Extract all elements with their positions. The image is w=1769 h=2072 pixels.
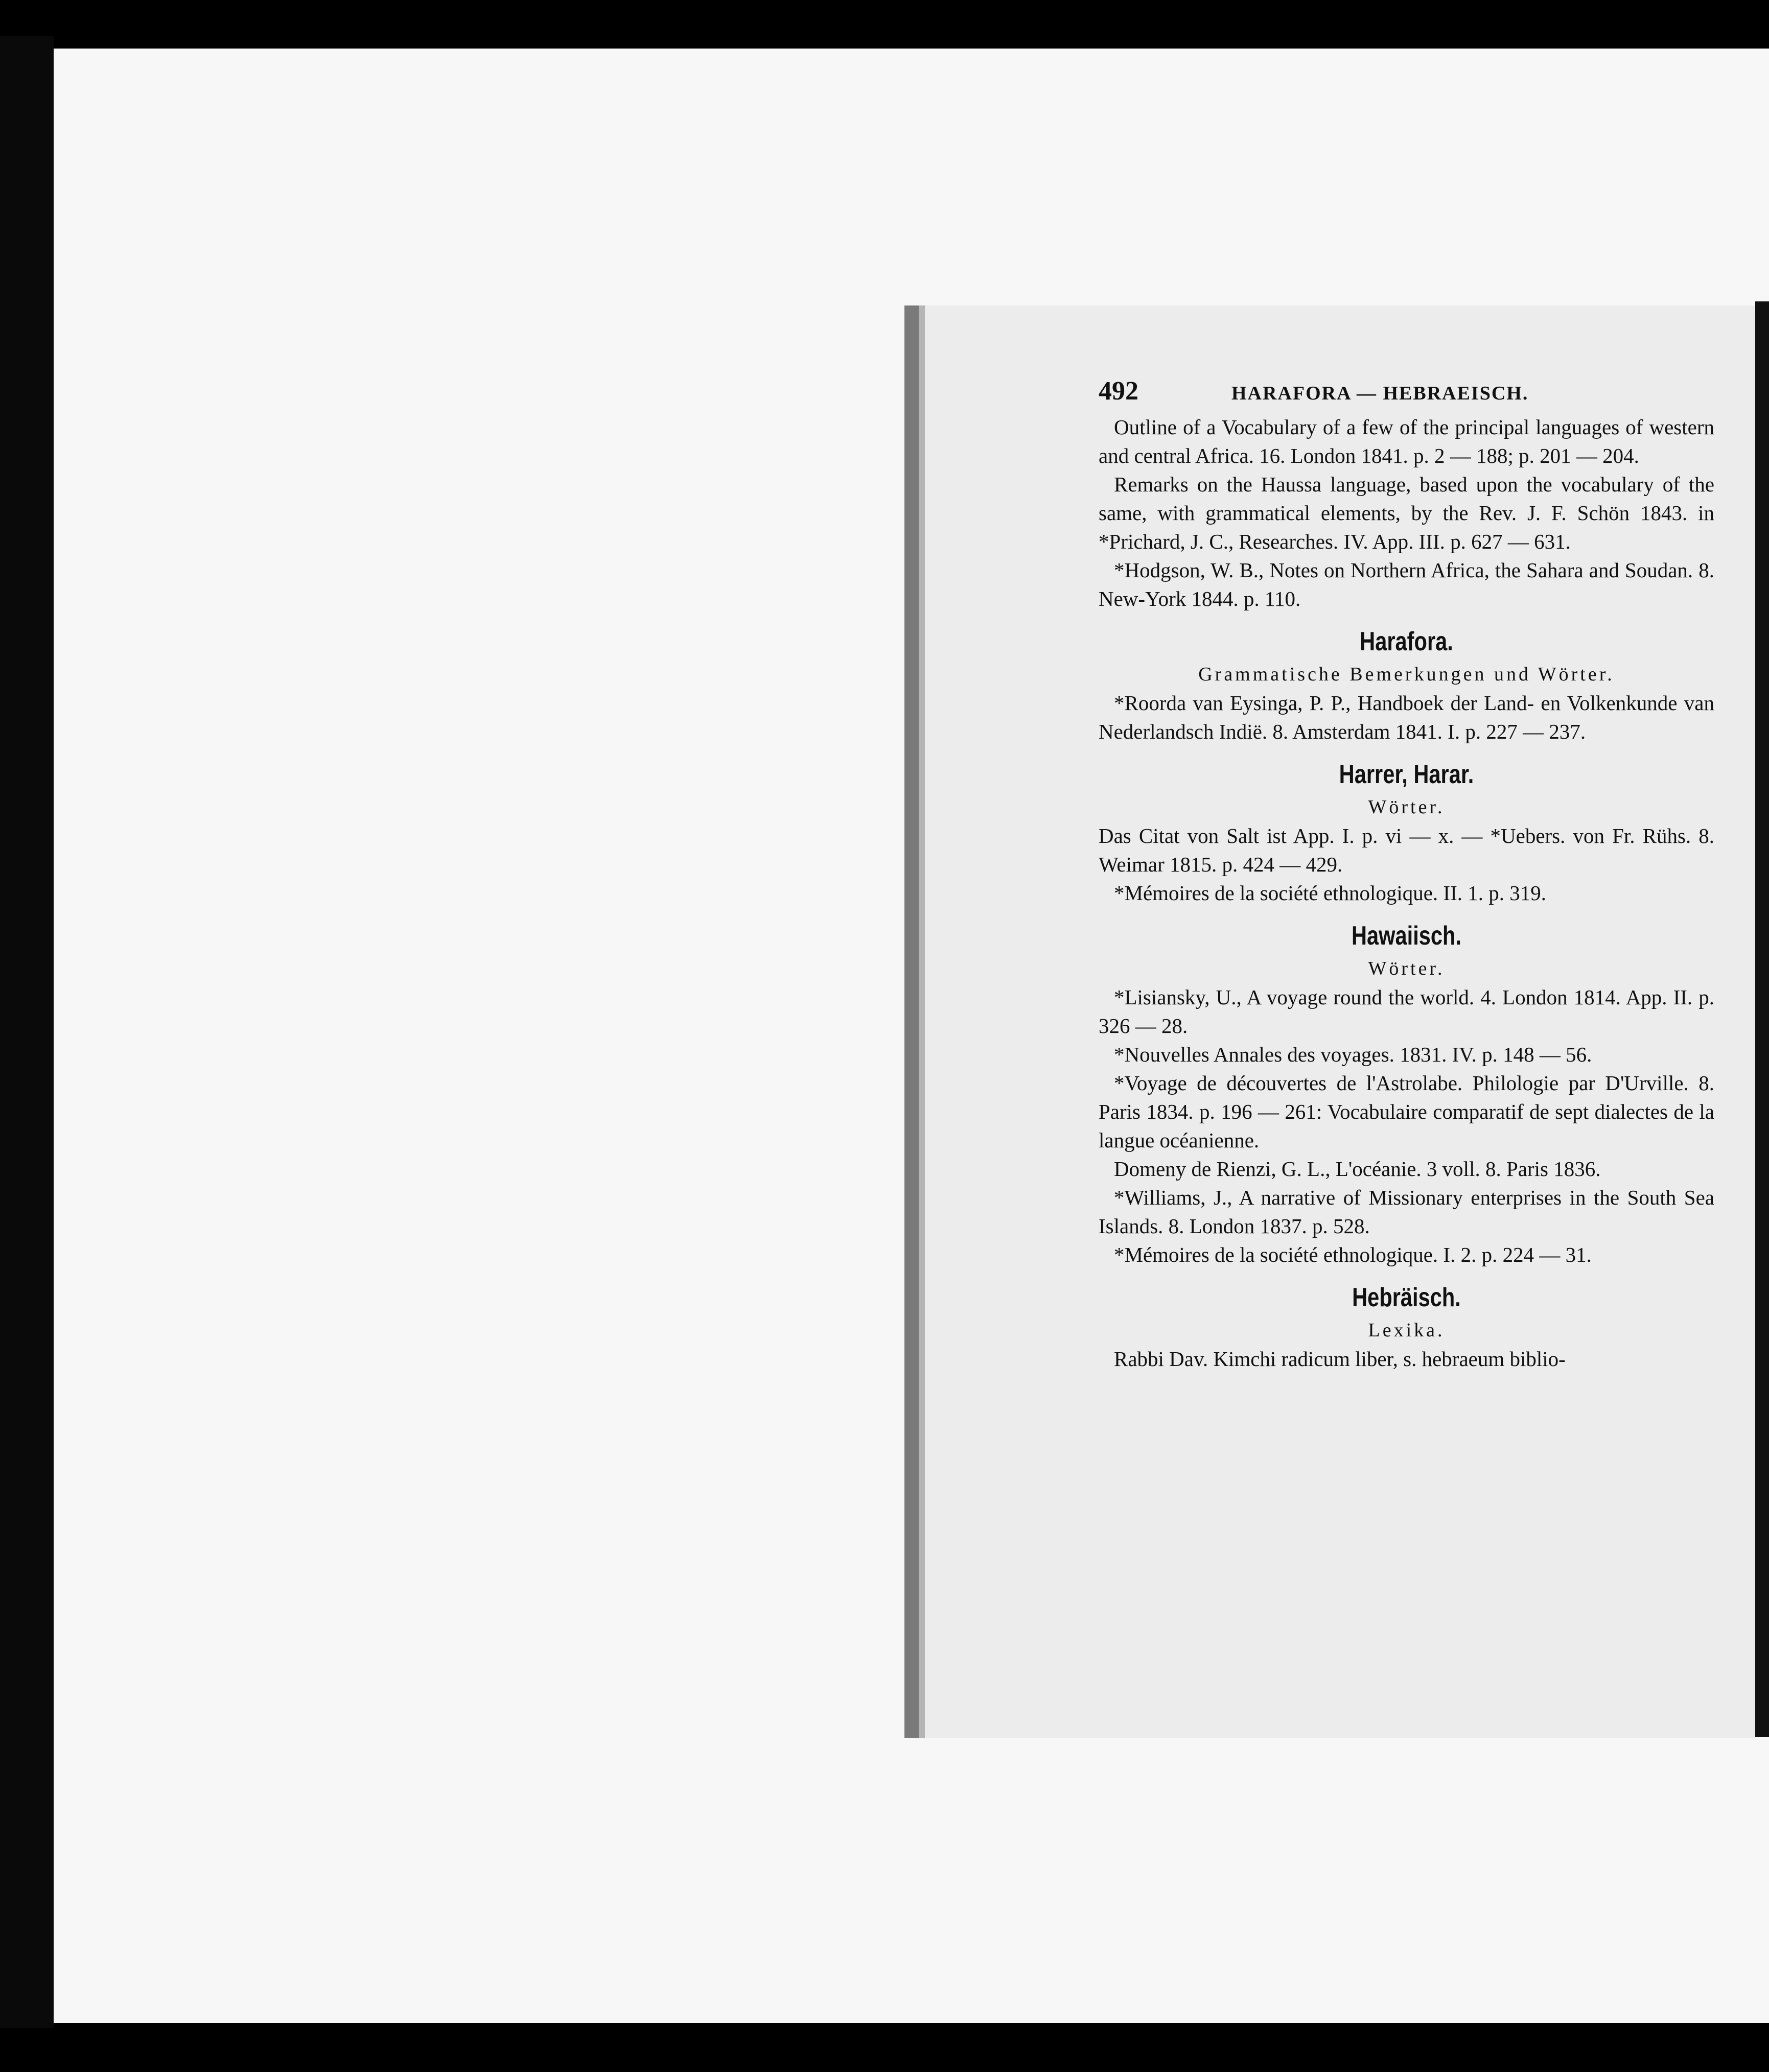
section-heading-harrer: Harrer, Harar. [1339,760,1474,789]
haussa-entry-3: *Hodgson, W. B., Notes on Northern Africa, the Sahara and Soudan. 8. New-York 1844. p. 110. [1099,558,1714,610]
section-subheading-harrer: Wörter. [1368,796,1445,818]
scan-border-left [0,36,54,2028]
next-page-edge [1755,301,1769,1737]
hawaiisch-entry-6: *Mémoires de la société ethnologique. I. 2. p. 224 — 31. [1114,1243,1592,1266]
hawaiisch-entry-3: *Voyage de découvertes de l'Astrolabe. Philologie par D'Urville. 8. Paris 1834. p. 196 — 261: Vocabulaire comparatif de sept dialectes de la langue océanienne. [1099,1071,1714,1152]
harrer-entry-1: Das Citat von Salt ist App. I. p. vi — x. — *Uebers. von Fr. Rühs. 8. Weimar 1815. p. 424 — 429. [1099,824,1714,876]
hawaiisch-entry-5: *Williams, J., A narrative of Missionary enterprises in the South Sea Islands. 8. London 1837. p. 528. [1099,1186,1714,1238]
page-spine-edge [904,305,919,1738]
section-heading-hebraeisch: Hebräisch. [1352,1283,1461,1312]
page-spine-shadow [919,305,925,1738]
harafora-entry-1: *Roorda van Eysinga, P. P., Handboek der Land- en Volkenkunde van Nederlandsch Indië. 8. Amsterdam 1841. I. p. 227 — 237. [1099,691,1714,743]
page-number: 492 [1099,376,1138,406]
section-heading-hawaiisch: Hawaiisch. [1351,921,1462,951]
section-subheading-hebraeisch: Lexika. [1368,1320,1445,1341]
section-subheading-harafora: Grammatische Bemerkungen und Wörter. [1198,664,1615,685]
hawaiisch-entry-2: *Nouvelles Annales des voyages. 1831. IV. p. 148 — 56. [1114,1043,1592,1066]
hawaiisch-entry-4: Domeny de Rienzi, G. L., L'océanie. 3 voll. 8. Paris 1836. [1114,1157,1601,1181]
harrer-entry-2: *Mémoires de la société ethnologique. II. 1. p. 319. [1114,881,1546,905]
page-header [1099,377,1714,413]
running-title: HARAFORA — HEBRAEISCH. [1231,383,1529,404]
section-heading-harafora: Harafora. [1360,627,1453,656]
hawaiisch-entry-1: *Lisiansky, U., A voyage round the world. 4. London 1814. App. II. p. 326 — 28. [1099,985,1714,1038]
haussa-entry-1: Outline of a Vocabulary of a few of the principal languages of western and central Africa. 16. London 1841. p. 2 — 188; p. 201 — 204. [1099,415,1714,467]
haussa-entry-2: Remarks on the Haussa language, based upon the vocabulary of the same, with grammatical elements, by the Rev. J. F. Schön 1843. in *Prichard, J. C., Researches. IV. App. III. p. 627 — 631. [1099,473,1714,553]
section-subheading-hawaiisch: Wörter. [1368,958,1445,979]
hebraeisch-entry-1: Rabbi Dav. Kimchi radicum liber, s. hebraeum biblio- [1114,1347,1566,1371]
page-text [1099,377,1714,1373]
